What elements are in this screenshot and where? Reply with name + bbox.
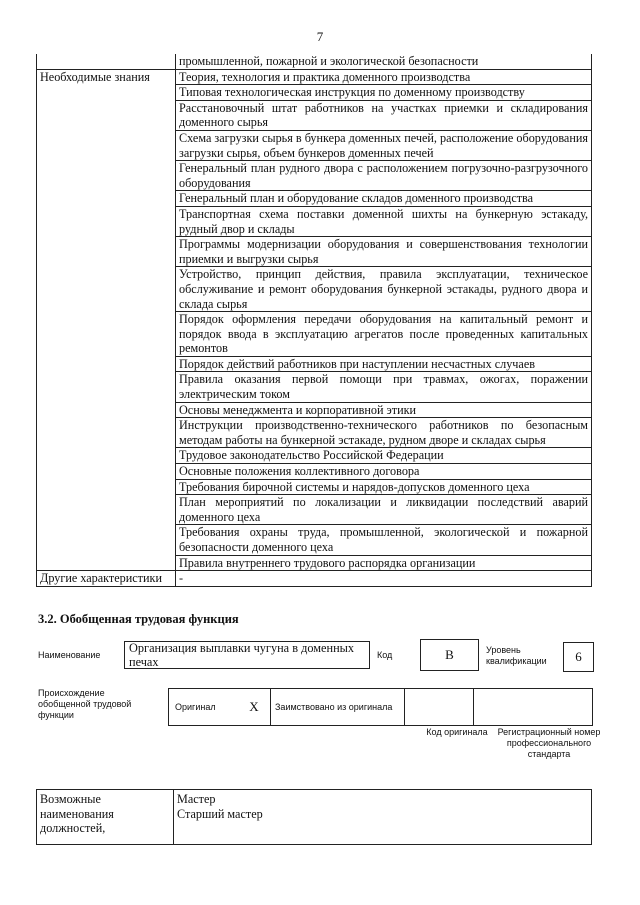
reg-number-cell <box>474 689 593 726</box>
section-title: 3.2. Обобщенная трудовая функция <box>38 612 239 626</box>
position-item: Мастер <box>177 792 216 806</box>
knowledge-item: Требования бирочной системы и нарядов-допусков доменного цеха <box>176 479 592 495</box>
positions-values <box>174 790 592 845</box>
page-number: 7 <box>316 29 324 44</box>
empty-cell <box>37 54 176 69</box>
table-row <box>37 54 592 69</box>
knowledge-item: Генеральный план и оборудование складов доменного производства <box>176 191 592 207</box>
knowledge-item: Правила внутреннего трудового распорядка организации <box>176 555 592 571</box>
positions-label: Возможные наименования должностей, <box>37 790 174 845</box>
knowledge-item: Инструкции производственно-технического работников по безопасным методам работы на бункерной эстакаде, рудном дворе и складах сырья <box>176 418 592 448</box>
knowledge-item: Требования охраны труда, промышленной, экологической и пожарной безопасности доменного цеха <box>176 525 592 555</box>
code-value: B <box>420 639 479 671</box>
knowledge-item: Теория, технология и практика доменного производства <box>176 69 592 85</box>
position-item: Старший мастер <box>177 806 263 821</box>
code-original-cell <box>405 689 474 726</box>
continuation-cell: промышленной, пожарной и экологической безопасности <box>176 54 592 69</box>
knowledge-item: Транспортная схема поставки доменной шихты на бункерную эстакаду, рудный двор и склады <box>176 206 592 236</box>
origin-table <box>168 688 593 726</box>
borrowed-label: Заимствовано из оригинала <box>271 689 405 726</box>
knowledge-item: Расстановочный штат работников на участках приемки и складирования доменного сырья <box>176 100 592 130</box>
original-label: Оригинал <box>169 689 239 726</box>
original-mark: X <box>238 689 271 726</box>
required-knowledge-label: Необходимые знания <box>37 69 176 571</box>
knowledge-item: Основные положения коллективного договора <box>176 464 592 480</box>
knowledge-item: Программы модернизации оборудования и совершенствования технологии приемки и выгрузки сырья <box>176 237 592 267</box>
knowledge-item: План мероприятий по локализации и ликвидации последствий аварий доменного цеха <box>176 495 592 525</box>
knowledge-item: Порядок оформления передачи оборудования на капитальный ремонт и порядок ввода в эксплуатацию агрегатов после проведенных капитальных ремонтов <box>176 312 592 357</box>
required-knowledge-table <box>36 54 592 587</box>
knowledge-item: Порядок действий работников при наступлении несчастных случаев <box>176 356 592 372</box>
other-label: Другие характеристики <box>37 571 176 587</box>
origin-label: Происхождение обобщенной трудовой функции <box>38 688 132 720</box>
level-label: Уровень квалификации <box>486 645 547 666</box>
knowledge-item: Схема загрузки сырья в бункера доменных печей, расположение оборудования загрузки сырья, объем бункеров доменных печей <box>176 130 592 160</box>
knowledge-item: Типовая технологическая инструкция по доменному производству <box>176 85 592 101</box>
knowledge-item: Правила оказания первой помощи при травмах, ожогах, поражении электрическим током <box>176 372 592 402</box>
knowledge-item: Основы менеджмента и корпоративной этики <box>176 402 592 418</box>
table-row <box>37 69 592 85</box>
positions-table <box>36 789 592 845</box>
other-value: - <box>176 571 592 587</box>
code-original-caption: Код оригинала <box>426 727 488 737</box>
name-value: Организация выплавки чугуна в доменных печах <box>124 641 370 669</box>
knowledge-item: Устройство, принцип действия, правила эксплуатации, техническое обслуживание и ремонт оборудования бункерной эстакады, рудного двора и склада сырья <box>176 267 592 312</box>
knowledge-item: Генеральный план рудного двора с расположением погрузочно-разгрузочного оборудования <box>176 161 592 191</box>
table-row <box>37 571 592 587</box>
reg-number-caption: Регистрационный номер профессионального стандарта <box>497 727 601 759</box>
code-label: Код <box>377 650 393 660</box>
name-label: Наименование <box>38 650 101 660</box>
level-value: 6 <box>563 642 594 672</box>
knowledge-item: Трудовое законодательство Российской Федерации <box>176 448 592 464</box>
